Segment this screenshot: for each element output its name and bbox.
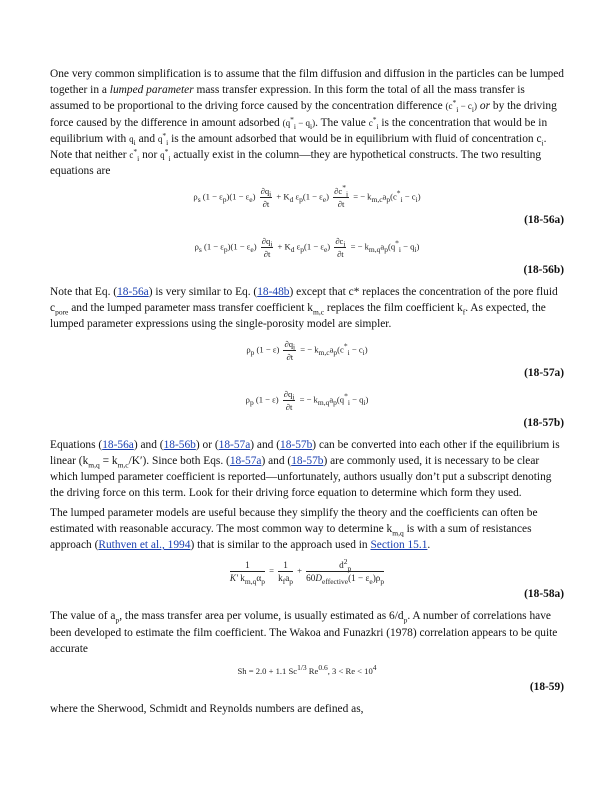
text: /K′). Since both Eqs. ( (128, 455, 230, 468)
math-inline-qstar: $q^*_i$ (157, 130, 169, 147)
section-link[interactable]: Section 15.1 (370, 539, 428, 552)
equation-18-59: Sh = 2.0 + 1.1 $Sc^{1/3}$ $Re^{0.6}$, $3 < Re < 10^4$ (237, 663, 377, 677)
text: by the driving force caused by the difference in amount adsorbed (50, 100, 557, 129)
text: , the mass transfer area per volume, is usually estimated as 6/d (119, 610, 404, 623)
text: The value of a (50, 610, 116, 623)
text: . The value (315, 116, 366, 129)
text: Note that Eq. ( (50, 285, 118, 298)
text: is the concentration that would be in equilibrium with (50, 116, 548, 145)
text: . Note that neither (50, 132, 547, 162)
text: = k (102, 455, 118, 468)
equation-link[interactable]: 18-57a (229, 455, 262, 468)
subscript: m,q (88, 460, 100, 470)
text: replaces the film coefficient k (326, 302, 463, 315)
text: and (138, 132, 156, 145)
math-inline-c-diff: $(c^*_i - c_i)$ (445, 98, 478, 115)
text: actually exist in the column—they are hypothetical constructs. The two resulting equations are (50, 149, 542, 178)
text: The lumped parameter models are useful because they simplify the theory and the coefficients can often be estimated with reasonable accuracy. The most common way to determine k (50, 506, 538, 535)
paragraph-area (50, 608, 564, 657)
equation-18-56b: $\rho_s$ $(1 - \varepsilon_p)(1 - \varepsilon_e)$ $\frac{\partial q_i}{\partial t}$ + $K_d$ $\varepsilon_p(1 - \varepsilon_e)$ $\frac{\partial c_i}{\partial t}$ = − $k_{m,q}a_p(q^*_i - q_i)$ (194, 235, 420, 259)
equation-link[interactable]: 18-57b (291, 455, 324, 468)
text: and the lumped parameter mass transfer coefficient k (71, 302, 313, 315)
text: . As expected, the lumped parameter expressions using the single-porosity model are simpler. (50, 302, 546, 331)
math-inline-cstar: $c^*_i$ (368, 114, 379, 131)
equation-label-18-59: (18-59) (529, 681, 564, 694)
text: ) and ( (250, 438, 281, 451)
text: where the Sherwood, Schmidt and Reynolds numbers are defined as, (50, 703, 364, 716)
text: ) can be converted into each other if the equilibrium is linear (k (50, 438, 560, 468)
text: One very common simplification is to assume that the film diffusion and diffusion in the particles can be lumped together in a (50, 68, 564, 97)
text: ) that is similar to the approach used in (190, 539, 368, 552)
text: is the amount adsorbed that would be in equilibrium with fluid of concentration c (171, 132, 542, 145)
equation-18-57b: $\rho_p$ (1 − ε) $\frac{\partial q_i}{\partial t}$ = − $k_{m,q}a_p(q^*_i - q_i)$ (245, 388, 369, 412)
paragraph-conversion (50, 437, 564, 502)
citation-link[interactable]: Ruthven et al., 1994 (98, 539, 191, 552)
math-inline-q: $q_i$ (129, 133, 136, 147)
text: . (427, 539, 431, 552)
equation-18-57a: $\rho_p$ (1 − ε) $\frac{\partial q_i}{\partial t}$ = − $k_{m,c}a_p(c^*_i - c_i)$ (246, 339, 368, 363)
subscript: p (115, 615, 120, 625)
emphasis-or: or (479, 100, 491, 113)
equation-18-56a: $\rho_s$ $(1 - \varepsilon_p)(1 - \varepsilon_e)$ $\frac{\partial q_i}{\partial t}$ + $K_d$ $\varepsilon_p(1 - \varepsilon_e)$ $\frac{\partial c^*_i}{\partial t}$ = − $k_{m,c}a_p(c^*_i - c_i)$ (193, 183, 421, 210)
math-inline-qstar: $q^*_i$ (160, 147, 171, 163)
equation-link[interactable]: 18-57b (280, 438, 313, 451)
subscript: f (462, 307, 466, 317)
text: ) are commonly used, it is necessary to be clear which lumped parameter coefficient is reported—unfortunately, authors usually don’t put a subscript denoting the driving force on this term. Look for their driving force equation to determine which form they used. (50, 455, 552, 500)
paragraph-dimensionless (50, 701, 564, 717)
equation-link[interactable]: 18-48b (257, 285, 290, 298)
equation-label-18-58a: (18-58a) (524, 588, 564, 601)
math-inline-cstar: $c^*_i$ (129, 147, 140, 163)
equation-label-18-56a: (18-56a) (524, 214, 564, 227)
text: is with a sum of resistances approach ( (50, 522, 532, 552)
equation-label-18-56b: (18-56b) (523, 263, 564, 276)
equation-link[interactable]: 18-56a (117, 285, 149, 298)
subscript: m,c (117, 460, 129, 470)
text: . A number of correlations have been developed to estimate the film coefficient. The Wakoa and Funazkri (1978) correlation appears to be quite accurate (50, 610, 558, 655)
text: ) except that c* replaces the concentration of the pore fluid c (50, 285, 558, 315)
equation-label-18-57a: (18-57a) (524, 367, 564, 380)
math-inline-q-diff: $(q^*_i - q_i)$ (282, 114, 316, 131)
equation-link[interactable]: 18-56b (163, 438, 196, 451)
text: ) and ( (261, 455, 292, 468)
equation-link[interactable]: 18-57a (218, 438, 251, 451)
paragraph-lumped-intro (50, 66, 564, 179)
equation-18-58a: $\frac{1}{K' k_{m,q}\alpha_p}$ = $\frac{1}{k_fa_p}$ + $\frac{d^2_p}{60D_{effective}(1 - \varepsilon_e)\rho_p}$ (229, 557, 385, 587)
text: ) is very similar to Eq. ( (148, 285, 258, 298)
equation-link[interactable]: 18-56a (102, 438, 134, 451)
subscript: i (541, 138, 544, 148)
subscript: p (403, 615, 408, 625)
subscript: m,q (392, 528, 404, 538)
subscript: m,c (313, 307, 325, 317)
text: mass transfer expression. In this form the total of all the mass transfer is assumed to be proportional to the driving force caused by the concentration difference (50, 84, 525, 113)
paragraph-comparison (50, 284, 564, 333)
text: nor (142, 149, 158, 162)
paragraph-resistances (50, 505, 564, 554)
equation-label-18-57b: (18-57b) (523, 416, 564, 429)
text: Equations ( (50, 438, 103, 451)
text: ) or ( (195, 438, 219, 451)
emphasis-lumped-parameter: lumped parameter (109, 84, 194, 97)
document-page (50, 66, 564, 720)
text: ) and ( (133, 438, 164, 451)
subscript: pore (55, 307, 69, 317)
